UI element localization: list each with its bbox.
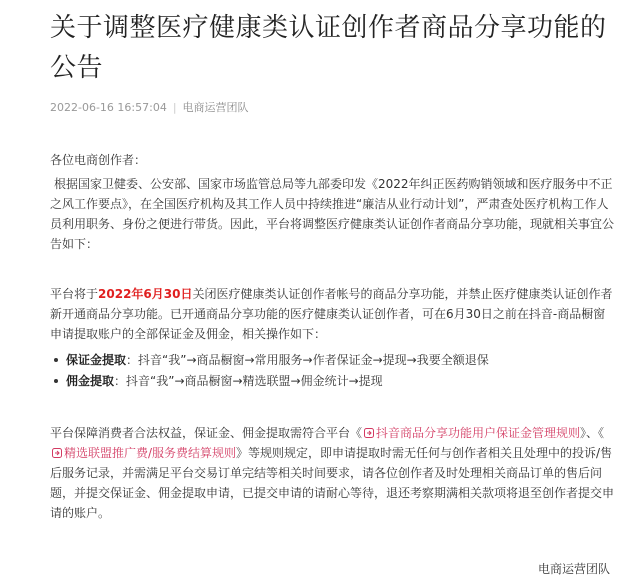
paragraph-text: 》等规则规定，即申请提取时需无任何与创作者相关且处理中的投诉/售后服务记录，并需满足平台交易订单完结等相关时间要求，请各位创作者及时处理相关商品订单的售后问题，并提交保证金、佣金提取申请，已提交申请的请耐心等待，退还考察期满相关款项将退至创作者提交申请的账户。: [50, 446, 615, 520]
signature: 电商运营团队: [537, 562, 610, 576]
paragraph-text: 关闭医疗健康类认证创作者帐号的商品分享功能，并禁止医疗健康类认证创作者新开通商品分享功能。已开通商品分享功能的医疗健康类认证创作者，可在6月30日之前在抖音-商品橱窗申请提取账户的全部保证金及佣金，相关操作如下：: [50, 287, 613, 341]
bullet-dot: [54, 379, 58, 383]
paragraph-background: 根据国家卫健委、公安部、国家市场监管总局等九部委印发《2022年纠正医药购销领域和医疗服务中不正之风工作要点》，在全国医疗机构及其工作人员中持续推进“廉洁从业行动计划”，严肃查处医疗机构工作人员利用职务、身份之便进行带货。因此，平台将调整医疗健康类认证创作者商品分享功能，现就相关事宜公告如下：: [50, 177, 615, 251]
paragraph-text: 平台将于: [50, 287, 99, 301]
bullet-dot: [54, 358, 58, 362]
meta-separator: |: [172, 101, 177, 114]
article-meta: [50, 100, 614, 116]
greeting: 各位电商创作者：: [50, 153, 147, 167]
list-item-label: 保证金提取: [66, 353, 127, 367]
link-icon: [364, 428, 374, 438]
link-text: 抖音商品分享功能用户保证金管理规则: [376, 426, 581, 440]
paragraph-text: 》、《: [580, 426, 605, 440]
publish-date: 2022-06-16 16:57:04: [50, 101, 167, 114]
deposit-rules-link[interactable]: [362, 426, 580, 440]
paragraph-rules: [50, 423, 614, 523]
paragraph-closure-notice: [50, 284, 614, 344]
list-item-deposit-withdraw: [54, 350, 614, 370]
article-body: [50, 150, 614, 523]
settlement-rules-link[interactable]: [50, 446, 236, 460]
list-item-text: ：抖音“我”→商品橱窗→常用服务→作者保证金→提现→我要全额退保: [126, 353, 489, 367]
list-item-label: 佣金提取: [66, 374, 115, 388]
operation-steps-list: [50, 350, 614, 391]
highlight-date: 2022年6月30日: [98, 287, 193, 301]
author-name: 电商运营团队: [182, 101, 249, 114]
paragraph-text: 平台保障消费者合法权益，保证金、佣金提取需符合平台《: [50, 426, 363, 440]
link-text: 精选联盟推广费/服务费结算规则: [64, 446, 237, 460]
list-item-text: ：抖音“我”→商品橱窗→精选联盟→佣金统计→提现: [114, 374, 383, 388]
list-item-commission-withdraw: [54, 371, 614, 391]
link-icon: [52, 448, 62, 458]
page-title: 关于调整医疗健康类认证创作者商品分享功能的公告: [50, 13, 607, 83]
